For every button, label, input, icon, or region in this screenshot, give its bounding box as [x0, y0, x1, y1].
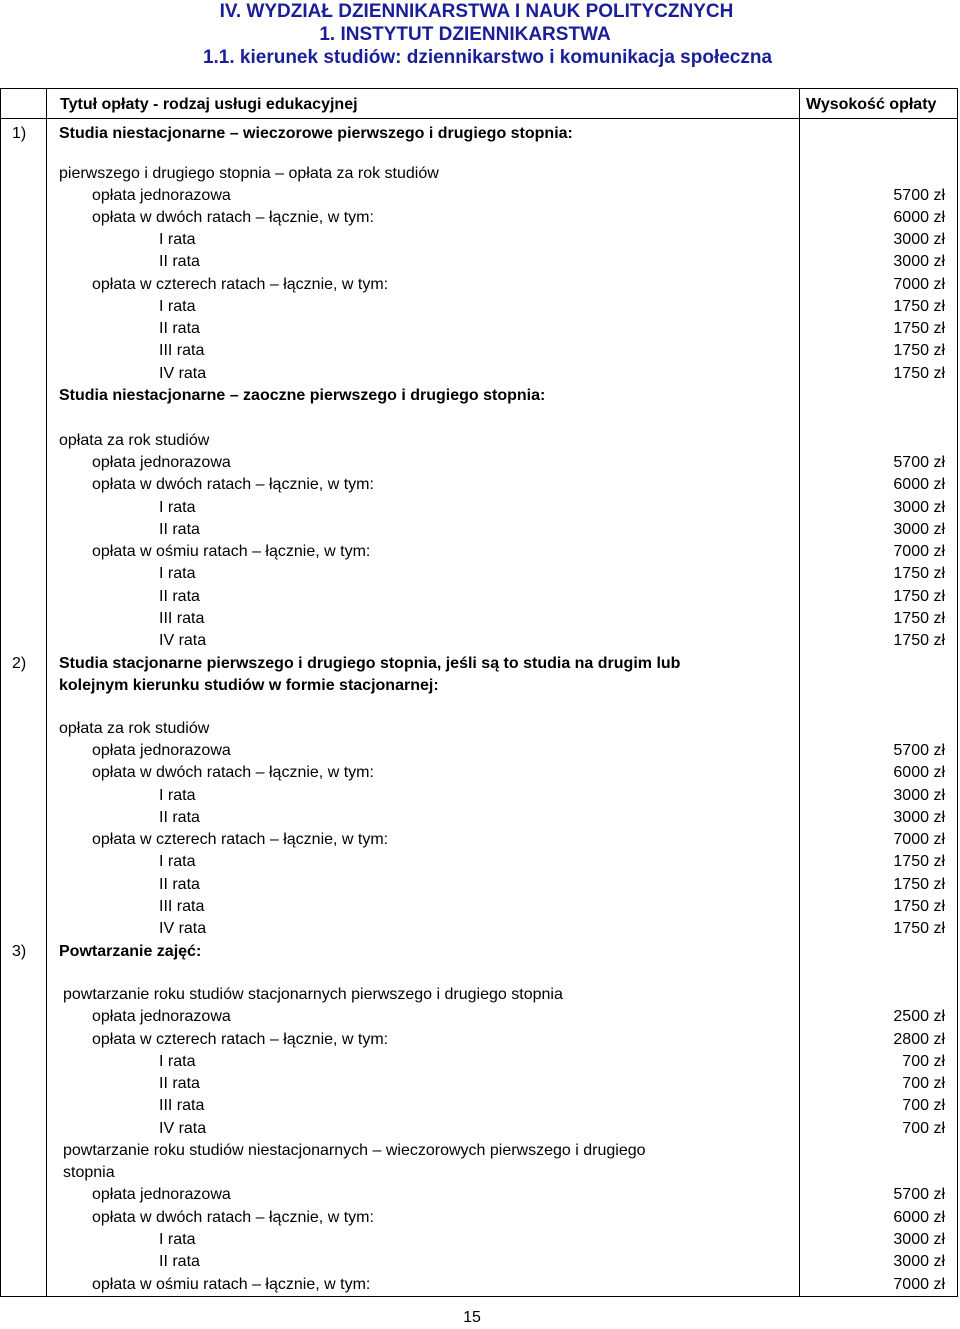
- row-description: pierwszego i drugiego stopnia – opłata za rok studiów: [59, 165, 439, 182]
- row-amount: 6000 zł: [893, 476, 945, 493]
- row-description: opłata w czterech ratach – łącznie, w tym:: [92, 831, 389, 848]
- row-description: I rata: [159, 1231, 196, 1248]
- row-description: II rata: [159, 253, 200, 270]
- row-description: stopnia: [63, 1164, 115, 1181]
- row-amount: 700 zł: [902, 1097, 945, 1114]
- header-divider: [1, 118, 957, 119]
- row-amount: 1750 zł: [893, 588, 945, 605]
- table-row: [1, 385, 959, 407]
- row-number: 3): [12, 943, 27, 960]
- table-row: [1, 785, 959, 807]
- row-description: IV rata: [159, 1120, 207, 1137]
- row-description: opłata w czterech ratach – łącznie, w tym:: [92, 1031, 389, 1048]
- table-row: [1, 251, 959, 273]
- table-row: [1, 586, 959, 608]
- row-description: II rata: [159, 1075, 200, 1092]
- page-number: 15: [463, 1309, 481, 1326]
- table-row: [1, 1006, 959, 1028]
- row-amount: 3000 zł: [893, 787, 945, 804]
- table-row: [1, 563, 959, 585]
- table-row: [1, 541, 959, 563]
- table-row: [1, 1051, 959, 1073]
- row-description: powtarzanie roku studiów niestacjonarnych – wieczorowych pierwszego i drugiego: [63, 1142, 646, 1159]
- row-amount: 2800 zł: [893, 1031, 945, 1048]
- row-description: Powtarzanie zajęć:: [59, 943, 202, 960]
- table-row: [1, 229, 959, 251]
- row-description: opłata jednorazowa: [92, 1008, 231, 1025]
- row-amount: 7000 zł: [893, 831, 945, 848]
- column-header-amount: Wysokość opłaty: [806, 96, 937, 113]
- table-row: [1, 918, 959, 940]
- field-of-study-title: 1.1. kierunek studiów: dziennikarstwo i komunikacja społeczna: [202, 47, 773, 68]
- row-description: opłata w ośmiu ratach – łącznie, w tym:: [92, 1276, 371, 1293]
- row-description: opłata w dwóch ratach – łącznie, w tym:: [92, 764, 374, 781]
- row-description: IV rata: [159, 920, 207, 937]
- row-description: I rata: [159, 853, 196, 870]
- table-row: [1, 829, 959, 851]
- row-amount: 3000 zł: [893, 521, 945, 538]
- row-amount: 6000 zł: [893, 1209, 945, 1226]
- row-amount: 3000 zł: [893, 253, 945, 270]
- row-amount: 1750 zł: [893, 298, 945, 315]
- row-amount: 6000 zł: [893, 209, 945, 226]
- row-description: II rata: [159, 1253, 200, 1270]
- fee-table: [0, 88, 958, 1297]
- table-row: [1, 519, 959, 541]
- institute-title: 1. INSTYTUT DZIENNIKARSTWA: [319, 24, 611, 45]
- row-description: I rata: [159, 1053, 196, 1070]
- document-header: [0, 0, 960, 69]
- row-amount: 700 zł: [902, 1053, 945, 1070]
- row-amount: 1750 zł: [893, 342, 945, 359]
- table-row: [1, 474, 959, 496]
- table-row: [1, 185, 959, 207]
- row-description: II rata: [159, 588, 200, 605]
- row-description: I rata: [159, 231, 196, 248]
- table-row: [1, 1274, 959, 1296]
- table-row: [1, 807, 959, 829]
- row-amount: 3000 zł: [893, 231, 945, 248]
- row-description: opłata jednorazowa: [92, 1186, 231, 1203]
- row-description: opłata jednorazowa: [92, 742, 231, 759]
- row-amount: 2500 zł: [893, 1008, 945, 1025]
- row-amount: 3000 zł: [893, 809, 945, 826]
- row-description: opłata w dwóch ratach – łącznie, w tym:: [92, 1209, 374, 1226]
- table-row: [1, 1029, 959, 1051]
- row-description: III rata: [159, 1097, 205, 1114]
- row-amount: 700 zł: [902, 1120, 945, 1137]
- row-number: 2): [12, 655, 27, 672]
- faculty-title: IV. WYDZIAŁ DZIENNIKARSTWA I NAUK POLITYCZNYCH: [219, 1, 734, 22]
- row-description: II rata: [159, 320, 200, 337]
- table-row: [1, 984, 959, 1006]
- row-description: III rata: [159, 898, 205, 915]
- row-description: Studia niestacjonarne – wieczorowe pierwszego i drugiego stopnia:: [59, 125, 573, 142]
- table-row: [1, 874, 959, 896]
- table-row: [1, 1207, 959, 1229]
- row-amount: 1750 zł: [893, 876, 945, 893]
- row-description: II rata: [159, 809, 200, 826]
- table-row: [1, 1162, 959, 1184]
- row-amount: 700 zł: [902, 1075, 945, 1092]
- row-description: IV rata: [159, 632, 207, 649]
- table-row: [1, 1229, 959, 1251]
- table-row: [1, 274, 959, 296]
- table-row: [1, 1095, 959, 1117]
- table-row: [1, 296, 959, 318]
- row-amount: 1750 zł: [893, 920, 945, 937]
- table-row: [1, 123, 959, 145]
- row-amount: 1750 zł: [893, 565, 945, 582]
- table-row: [1, 1118, 959, 1140]
- table-row: [1, 851, 959, 873]
- row-amount: 6000 zł: [893, 764, 945, 781]
- table-row: [1, 630, 959, 652]
- row-description: III rata: [159, 342, 205, 359]
- row-description: opłata w czterech ratach – łącznie, w tym:: [92, 276, 389, 293]
- row-description: opłata za rok studiów: [59, 720, 210, 737]
- row-amount: 5700 zł: [893, 1186, 945, 1203]
- table-row: [1, 163, 959, 185]
- row-amount: 5700 zł: [893, 187, 945, 204]
- table-row: [1, 1140, 959, 1162]
- row-amount: 7000 zł: [893, 543, 945, 560]
- row-number: 1): [12, 125, 27, 142]
- table-row: [1, 207, 959, 229]
- row-amount: 5700 zł: [893, 454, 945, 471]
- row-description: opłata jednorazowa: [92, 187, 231, 204]
- table-row: [1, 718, 959, 740]
- row-amount: 7000 zł: [893, 276, 945, 293]
- row-description: opłata w dwóch ratach – łącznie, w tym:: [92, 476, 374, 493]
- row-amount: 5700 zł: [893, 742, 945, 759]
- table-row: [1, 452, 959, 474]
- row-amount: 1750 zł: [893, 898, 945, 915]
- row-description: opłata w ośmiu ratach – łącznie, w tym:: [92, 543, 371, 560]
- row-amount: 1750 zł: [893, 365, 945, 382]
- table-row: [1, 896, 959, 918]
- row-description: opłata w dwóch ratach – łącznie, w tym:: [92, 209, 374, 226]
- row-description: I rata: [159, 499, 196, 516]
- table-row: [1, 430, 959, 452]
- table-row: [1, 318, 959, 340]
- row-amount: 1750 zł: [893, 320, 945, 337]
- row-amount: 1750 zł: [893, 610, 945, 627]
- row-description: I rata: [159, 787, 196, 804]
- row-description: II rata: [159, 876, 200, 893]
- row-amount: 3000 zł: [893, 1231, 945, 1248]
- table-row: [1, 608, 959, 630]
- row-amount: 7000 zł: [893, 1276, 945, 1293]
- table-row: [1, 1184, 959, 1206]
- column-header-title: Tytuł opłaty - rodzaj usługi edukacyjnej: [60, 96, 358, 113]
- table-row: [1, 740, 959, 762]
- table-row: [1, 653, 959, 675]
- row-description: powtarzanie roku studiów stacjonarnych pierwszego i drugiego stopnia: [63, 986, 563, 1003]
- row-description: I rata: [159, 565, 196, 582]
- row-description: opłata jednorazowa: [92, 454, 231, 471]
- row-description: kolejnym kierunku studiów w formie stacjonarnej:: [59, 677, 439, 694]
- table-row: [1, 340, 959, 362]
- table-row: [1, 1251, 959, 1273]
- row-description: IV rata: [159, 365, 207, 382]
- table-row: [1, 675, 959, 697]
- row-description: III rata: [159, 610, 205, 627]
- row-amount: 1750 zł: [893, 853, 945, 870]
- row-amount: 3000 zł: [893, 1253, 945, 1270]
- row-description: II rata: [159, 521, 200, 538]
- table-row: [1, 497, 959, 519]
- row-description: Studia niestacjonarne – zaoczne pierwszego i drugiego stopnia:: [59, 387, 546, 404]
- table-row: [1, 762, 959, 784]
- row-amount: 1750 zł: [893, 632, 945, 649]
- row-description: Studia stacjonarne pierwszego i drugiego stopnia, jeśli są to studia na drugim lub: [59, 655, 681, 672]
- table-row: [1, 363, 959, 385]
- table-row: [1, 941, 959, 963]
- row-description: I rata: [159, 298, 196, 315]
- row-description: opłata za rok studiów: [59, 432, 210, 449]
- table-row: [1, 1073, 959, 1095]
- row-amount: 3000 zł: [893, 499, 945, 516]
